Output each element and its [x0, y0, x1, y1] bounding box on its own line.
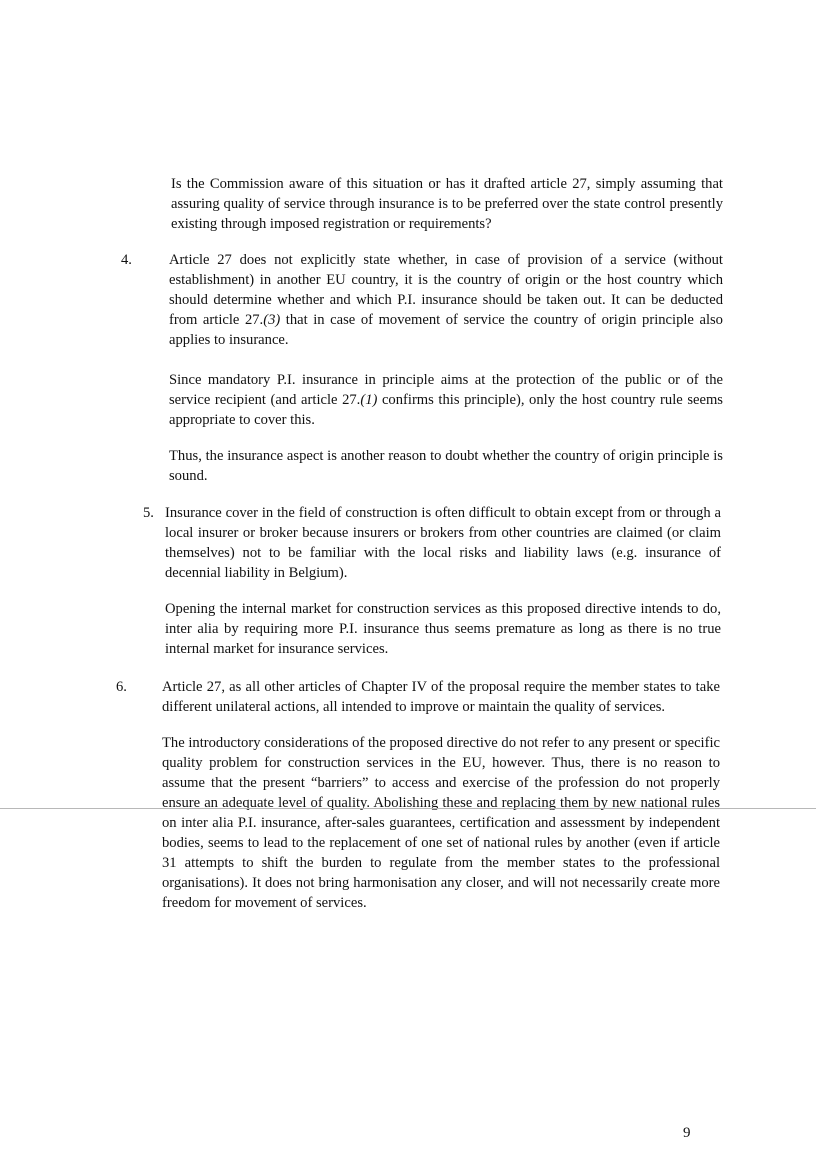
article-ref-3: (3) [263, 312, 281, 328]
scan-fold-line [0, 808, 816, 809]
item-6-number: 6. [116, 679, 127, 695]
item-4-text-b: that in case of movement of service the country of origin principle also applies to insurance. [169, 312, 723, 348]
item-4-number: 4. [121, 252, 132, 268]
item-4-text-d: confirms this principle), only the host country rule seems appropriate to cover this. [169, 392, 723, 428]
intro-paragraph: Is the Commission aware of this situation or has it drafted article 27, simply assuming that assuring quality of service through insurance is to be preferred over the state control presently existing through imposed registration or requirements? [171, 176, 723, 232]
item-5-number: 5. [143, 505, 154, 521]
item-4-paragraph-1 [169, 250, 723, 350]
item-4-paragraph-2 [169, 370, 723, 430]
item-4-paragraph-3: Thus, the insurance aspect is another reason to doubt whether the country of origin principle is sound. [169, 448, 723, 484]
item-5-paragraph-1: Insurance cover in the field of construction is often difficult to obtain except from or through a local insurer or broker because insurers or brokers from other countries are claimed (or claim themselves) not to be familiar with the local risks and liability laws (e.g. insurance of decennial liability in Belgium). [165, 505, 721, 581]
item-4-text-c: Since mandatory P.I. insurance in principle aims at the protection of the public or of the service recipient (and article 27. [169, 372, 723, 408]
item-6-paragraph-2: The introductory considerations of the proposed directive do not refer to any present or specific quality problem for construction services in the EU, however. Thus, there is no reason to assume that the present “barriers” to access and exercise of the profession do not properly ensure an adequate level of quality. Abolishing these and replacing them by new national rules on inter alia P.I. insurance, after-sales guarantees, certification and assessment by independent bodies, seems to lead to the replacement of one set of national rules by another (even if article 31 attempts to shift the burden to regulate from the member states to the professional organisations). It does not bring harmonisation any closer, and will not necessarily create more freedom for movement of services. [162, 735, 720, 911]
item-6-paragraph-1: Article 27, as all other articles of Chapter IV of the proposal require the member states to take different unilateral actions, all intended to improve or maintain the quality of services. [162, 679, 720, 715]
article-ref-1: (1) [360, 392, 378, 408]
item-4-text-a: Article 27 does not explicitly state whether, in case of provision of a service (without establishment) in another EU country, it is the country of origin or the host country which should determine whether and which P.I. insurance should be taken out. It can be deducted from article 27. [169, 252, 723, 328]
page-number: 9 [683, 1125, 691, 1141]
item-5-paragraph-2: Opening the internal market for construction services as this proposed directive intends to do, inter alia by requiring more P.I. insurance thus seems premature as long as there is no true internal market for insurance services. [165, 601, 721, 657]
